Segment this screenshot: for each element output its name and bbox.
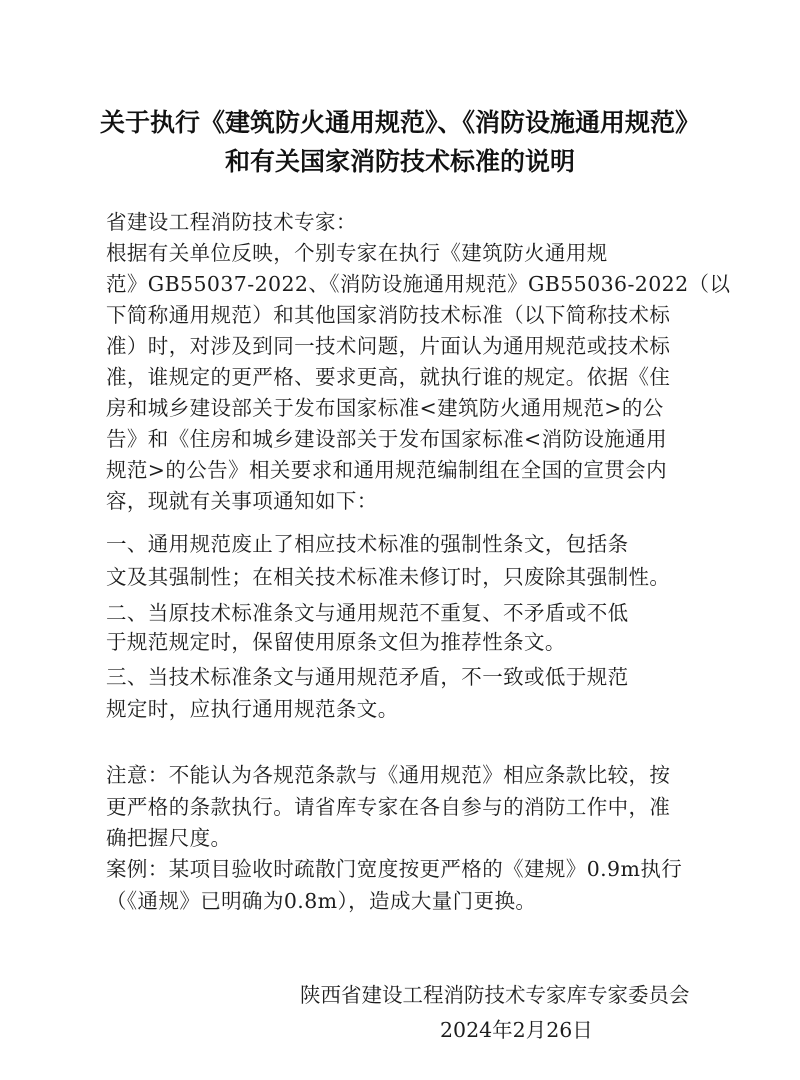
case-line: 案例：某项目验收时疏散门宽度按更严格的《建规》0.9m执行 bbox=[106, 857, 683, 881]
body-line: 一、通用规范废止了相应技术标准的强制性条文，包括条 bbox=[106, 532, 629, 556]
body-line: 告》和《住房和城乡建设部关于发布国家标准<消防设施通用 bbox=[106, 427, 667, 451]
note-line: 确把握尺度。 bbox=[106, 826, 232, 850]
body-line: 于规范规定时，保留使用原条文但为推荐性条文。 bbox=[106, 630, 566, 654]
signature-date: 2024年2月26日 bbox=[440, 1018, 593, 1042]
salutation: 省建设工程消防技术专家： bbox=[106, 210, 357, 234]
body-line: 三、当技术标准条文与通用规范矛盾，不一致或低于规范 bbox=[106, 665, 629, 689]
body-line: 规定时，应执行通用规范条文。 bbox=[106, 697, 399, 721]
signature-organization: 陕西省建设工程消防技术专家库专家委员会 bbox=[300, 983, 690, 1007]
body-line: 文及其强制性；在相关技术标准未修订时，只废除其强制性。 bbox=[106, 565, 671, 589]
body-line: 规范>的公告》相关要求和通用规范编制组在全国的宣贯会内 bbox=[106, 458, 667, 482]
body-line: 房和城乡建设部关于发布国家标准<建筑防火通用规范>的公 bbox=[106, 396, 664, 420]
body-line: 容，现就有关事项通知如下： bbox=[106, 489, 378, 513]
document-title-line-1: 关于执行《建筑防火通用规范》、《消防设施通用规范》 bbox=[99, 108, 700, 137]
body-line: 根据有关单位反映，个别专家在执行《建筑防火通用规 bbox=[106, 241, 608, 265]
body-line: 准）时，对涉及到同一技术问题，片面认为通用规范或技术标 bbox=[106, 334, 671, 358]
document-title-line-2: 和有关国家消防技术标准的说明 bbox=[224, 147, 575, 176]
body-line: 范》GB55037-2022、《消防设施通用规范》GB55036-2022（以 bbox=[106, 272, 731, 296]
body-line: 二、当原技术标准条文与通用规范不重复、不矛盾或不低 bbox=[106, 601, 629, 625]
case-line: （《通规》已明确为0.8m），造成大量门更换。 bbox=[106, 889, 537, 913]
body-line: 准，谁规定的更严格、要求更高，就执行谁的规定。依据《住 bbox=[106, 365, 671, 389]
note-line: 更严格的条款执行。请省库专家在各自参与的消防工作中，准 bbox=[106, 795, 671, 819]
body-line: 下简称通用规范）和其他国家消防技术标准（以下简称技术标 bbox=[106, 303, 671, 327]
note-line: 注意：不能认为各规范条款与《通用规范》相应条款比较，按 bbox=[106, 763, 671, 787]
